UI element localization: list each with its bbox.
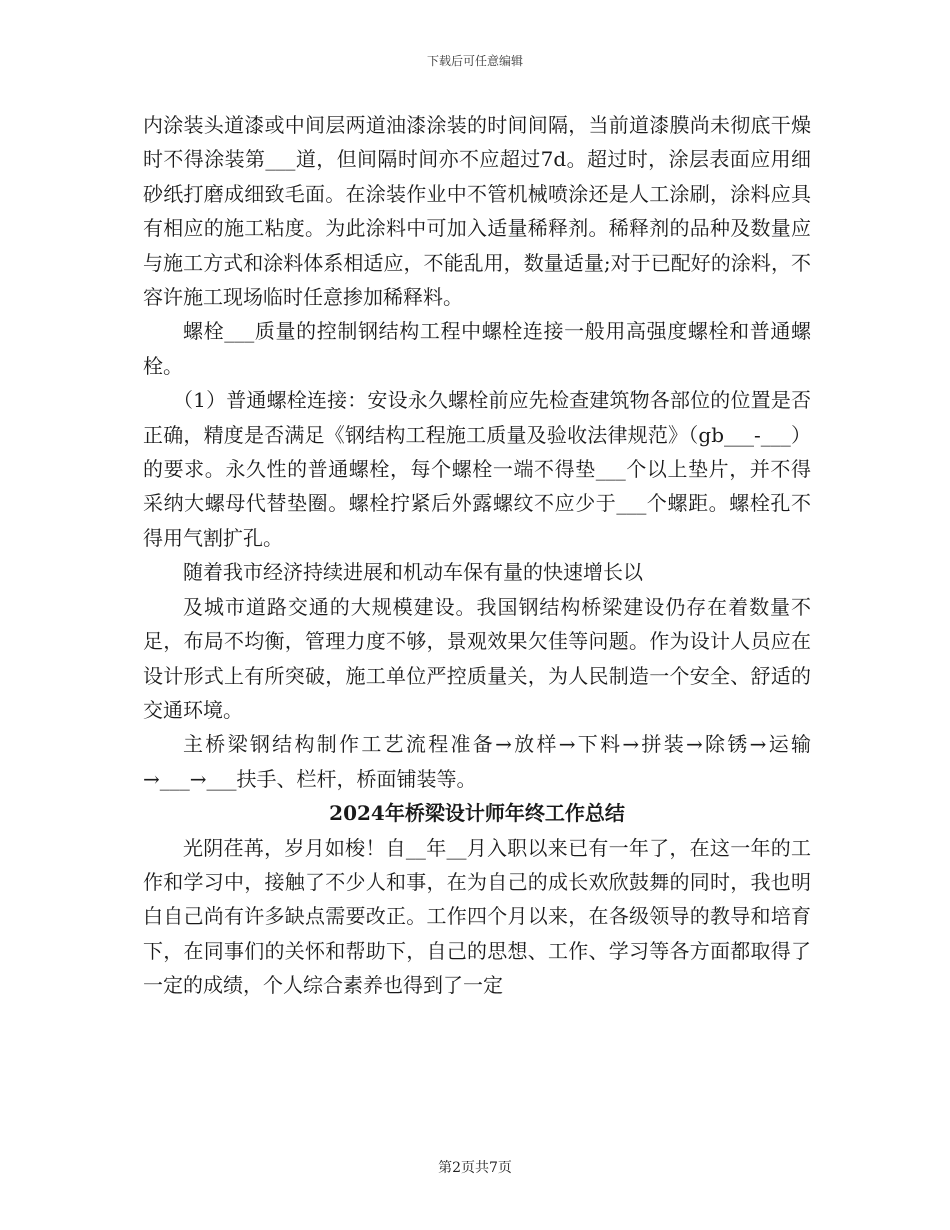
paragraph-ordinary-bolt: （1）普通螺栓连接：安设永久螺栓前应先检查建筑物各部位的位置是否正确，精度是否满足《钢结构工程施工质量及验收法律规范》（gb___-___）的要求。永久性的普通螺栓，每个螺栓一端不得垫___个以上垫片，并不得采纳大螺母代替垫圈。螺栓拧紧后外露螺纹不应少于___个螺距。螺栓孔不得用气割扩孔。	[143, 388, 811, 550]
section-title: 2024年桥梁设计师年终工作总结	[329, 801, 625, 826]
paragraph-process-flow: 主桥梁钢结构制作工艺流程准备→放样→下料→拼装→除锈→运输→___→___扶手、栏杆，桥面铺装等。	[143, 732, 811, 791]
page-footer: 第2页共7页	[438, 1160, 512, 1176]
paragraph-bolt-quality: 螺栓___质量的控制钢结构工程中螺栓连接一般用高强度螺栓和普通螺栓。	[143, 319, 811, 378]
paragraph-coating: 内涂装头道漆或中间层两道油漆涂装的时间间隔，当前道漆膜尚未彻底干燥时不得涂装第___道，但间隔时间亦不应超过7d。超过时，涂层表面应用细砂纸打磨成细致毛面。在涂装作业中不管机械喷涂还是人工涂刷，涂料应具有相应的施工粘度。为此涂料中可加入适量稀释剂。稀释剂的品种及数量应与施工方式和涂料体系相适应，不能乱用，数量适量;对于已配好的涂料，不容许施工现场临时任意掺加稀释料。	[143, 113, 811, 310]
page-header: 下载后可任意编辑	[426, 54, 523, 68]
document-body	[143, 108, 811, 1003]
paragraph-summary: 光阴荏苒，岁月如梭！自__年__月入职以来已有一年了，在这一年的工作和学习中，接触了不少人和事，在为自己的成长欢欣鼓舞的同时，我也明白自己尚有许多缺点需要改正。工作四个月以来，在各级领导的教导和培育下，在同事们的关怀和帮助下，自己的思想、工作、学习等各方面都取得了一定的成绩，个人综合素养也得到了一定	[143, 835, 811, 998]
paragraph-city-growth: 随着我市经济持续进展和机动车保有量的快速增长以	[183, 560, 643, 585]
paragraph-bridge-construction: 及城市道路交通的大规模建设。我国钢结构桥梁建设仍存在着数量不足，布局不均衡，管理力度不够，景观效果欠佳等问题。作为设计人员应在设计形式上有所突破，施工单位严控质量关，为人民制造一个安全、舒适的交通环境。	[143, 594, 811, 722]
